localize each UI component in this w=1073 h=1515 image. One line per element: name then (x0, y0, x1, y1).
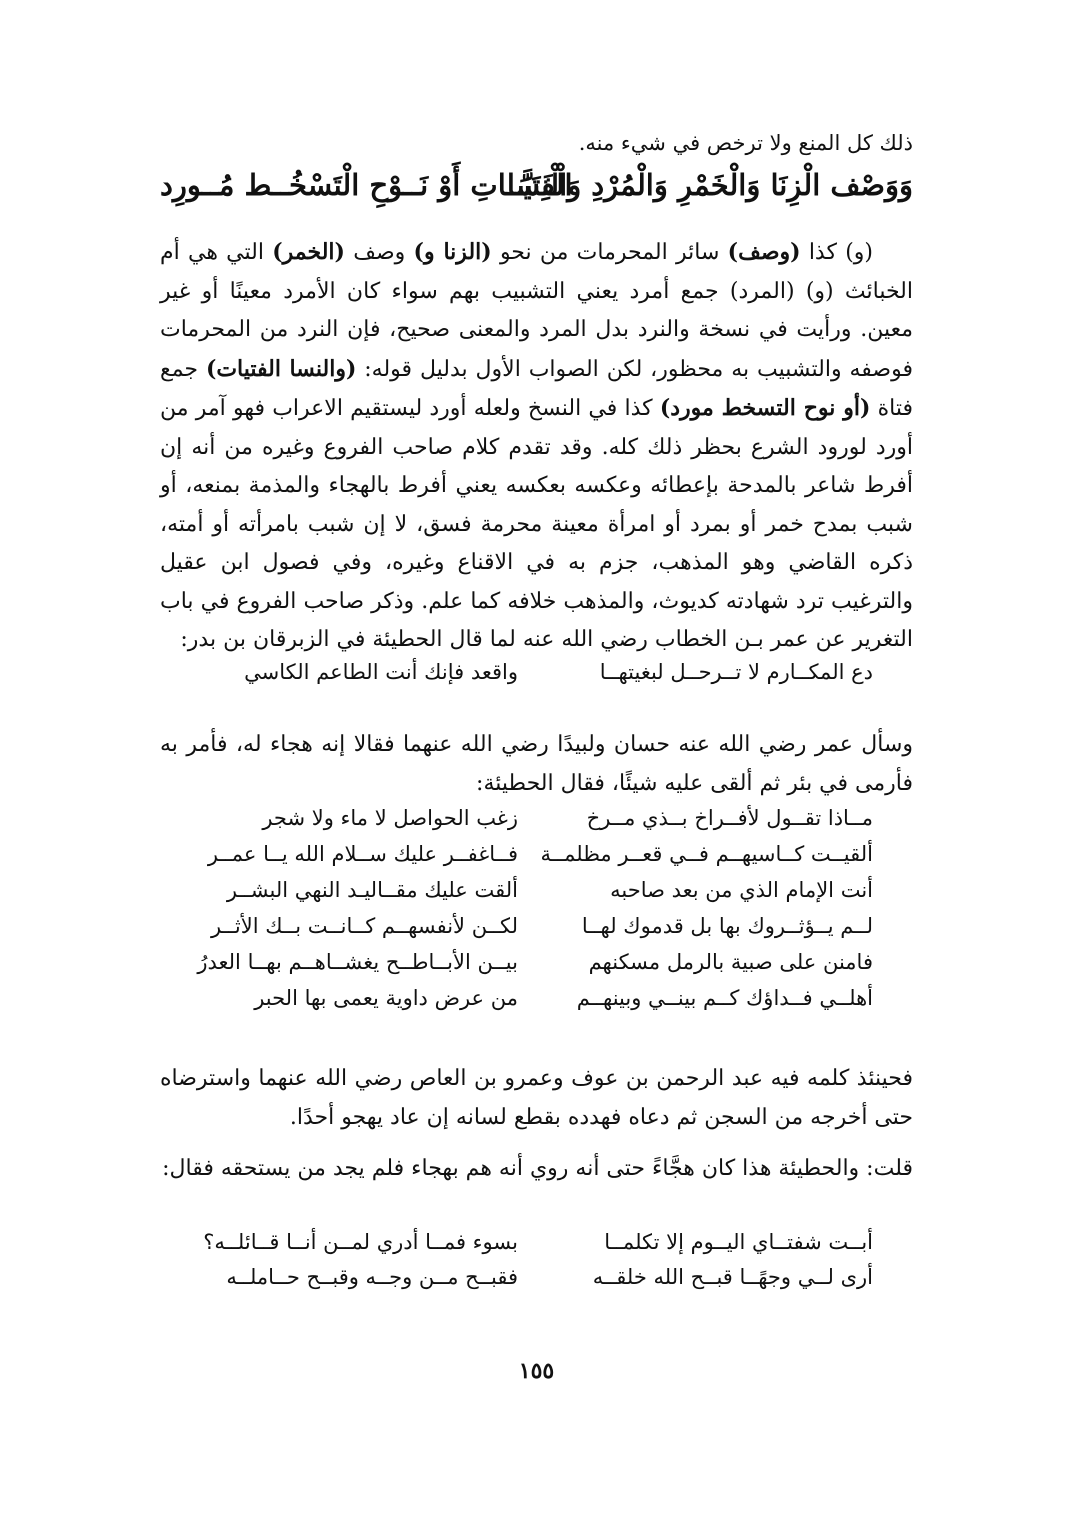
commentary-paragraph (160, 233, 913, 660)
paragraph-4: قلت: والحطيئة هذا كان هجَّاءً حتى أنه روي أنه هم بهجاء فلم يجد من يستحقه فقال: (162, 1156, 913, 1181)
poem-line (200, 1265, 873, 1300)
paragraph-2: وسأل عمر رضي الله عنه حسان ولبيدًا رضي الله عنهما فقالا إنه هجاء له، فأمر به فأرمى في بئر ثم ألقى عليه شيئًا، فقال الحطيئة: (160, 732, 913, 796)
bold-term: (الزنا و) (413, 239, 492, 265)
second-hemistich: زغب الحواصل لا ماء ولا شجر (262, 806, 518, 830)
verse-first-hemistich: وَوَصْف الْزِنَا وَالْخَمْرِ وَالْمُرْدِ وَالْنِسَا (506, 168, 913, 202)
first-hemistich: أبــت شفتــاي اليــوم إلا تكلمــا (604, 1230, 873, 1254)
first-hemistich: أهلــي فــداؤك كــم بينــي وبينهــم (576, 986, 873, 1010)
bold-term: (الخمر) (272, 239, 345, 265)
intro-line: ذلك كل المنع ولا ترخص في شيء منه. (578, 131, 913, 155)
first-hemistich: لــم يــؤثــروك بها بل قدموك لهــا (581, 914, 873, 938)
poem-line (200, 986, 873, 1022)
paragraph-3: فحينئذ كلمه فيه عبد الرحمن بن عوف وعمرو بن العاص رضي الله عنهما واسترضاه حتى أخرجه من السجن ثم دعاه فهدده بقطع لسانه إن عاد يهجو أحدًا. (160, 1066, 913, 1130)
second-hemistich: بسوء فمــا أدري لمــن أنــا قــائلــه؟ (203, 1230, 518, 1254)
bold-term: (أو نوح التسخط مورد) (659, 395, 871, 421)
first-hemistich: فامنن على صبية بالرمل مسكنهم (588, 950, 873, 974)
poem-line (200, 878, 873, 914)
verse-second-hemistich: الْفَتَيَّــاتِ أَوْ نَــوْحِ الْتَسْخُــط مُــورِد (160, 168, 573, 202)
commentary-text: (و) كذا (800, 240, 873, 265)
commentary-text: جمع فتاة (160, 356, 913, 421)
second-hemistich: واقعد فإنك أنت الطاعم الكاسي (244, 660, 518, 684)
first-hemistich: أنت الإمام الذي من بعد صاحبه (610, 878, 873, 902)
poem-block-1 (200, 660, 873, 695)
commentary-text: التي هي أم الخبائث (و) (المرد) جمع أمرد يعني التشبيب بهم سواء كان الأمرد معينًا أو غير معين. ورأيت في نسخة والنرد بدل المرد والمعنى صحيح، فإن النرد من المحرمات فوصفه والتشبيب به محظور، لكن الصواب الأول بدليل قوله: (160, 240, 913, 382)
verse-header (160, 168, 913, 218)
poem-line (200, 914, 873, 950)
second-hemistich: من عرض داوية يعمى بها الحبر (254, 986, 518, 1010)
second-hemistich: فــاغفــر عليك ســلام الله يــا عمــر (207, 842, 518, 866)
second-hemistich: لكــن لأنفسهــم كــانــت بــك الأثــر (211, 914, 518, 938)
poem-line (200, 806, 873, 842)
commentary-text: كذا في النسخ ولعله أورد ليستقيم الاعراب فهو آمر من أورد لورود الشرع بحظر ذلك كله. وقد تقدم كلام صاحب الفروع وغيره من أنه إن أفرط شاعر بالمدحة بإعطائه وعكسه بعكسه يعني أفرط بالهجاء والمذمة بمنعه، أو شبب بمدح خمر أو بمرد أو امرأة معينة محرمة فسق، لا إن شبب بامرأته أو أمته، ذكره القاضي وهو المذهب، جزم به في الاقناع وغيره، وفي فصول ابن عقيل والترغيب ترد شهادته كديوث، والمذهب خلافه كما علم. وذكر صاحب الفروع في باب التغرير عن عمر بـن الخطاب رضي الله عنه لما قال الحطيئة في الزبرقان بن بدر: (160, 396, 913, 652)
page-number: ١٥٥ (518, 1358, 555, 1384)
bold-term: (والنسا الفتيات) (205, 355, 357, 382)
first-hemistich: دع المكــارم لا تــرحــل لبغيتهــا (599, 660, 873, 684)
poem-line (200, 1230, 873, 1265)
first-hemistich: أرى لــي وجهًــا قبــح الله خلقــه (592, 1265, 873, 1289)
second-hemistich: ألقت عليك مقــاليـد النهي البشــر (226, 878, 518, 902)
bold-term: (وصف) (727, 239, 801, 265)
commentary-text: وصف (344, 240, 414, 265)
poem-line (200, 660, 873, 695)
commentary-text: سائر المحرمات من نحو (491, 240, 728, 265)
first-hemistich: مــاذا تقــول لأفــراخ بــذي مــرخ (586, 806, 873, 830)
poem-line (200, 842, 873, 878)
second-hemistich: بيــن الأبــاطــح يغشــاهــم بهــا العدرُ (197, 950, 518, 974)
poem-line (197, 950, 873, 986)
poem-block-3 (200, 1230, 873, 1300)
second-hemistich: فقبــح مــن وجــه وقبــح حــاملــه (226, 1265, 518, 1289)
poem-block-2 (197, 806, 873, 1022)
first-hemistich: ألقيــت كــاسيهــم فــي قعــر مظلمــة (540, 842, 873, 866)
